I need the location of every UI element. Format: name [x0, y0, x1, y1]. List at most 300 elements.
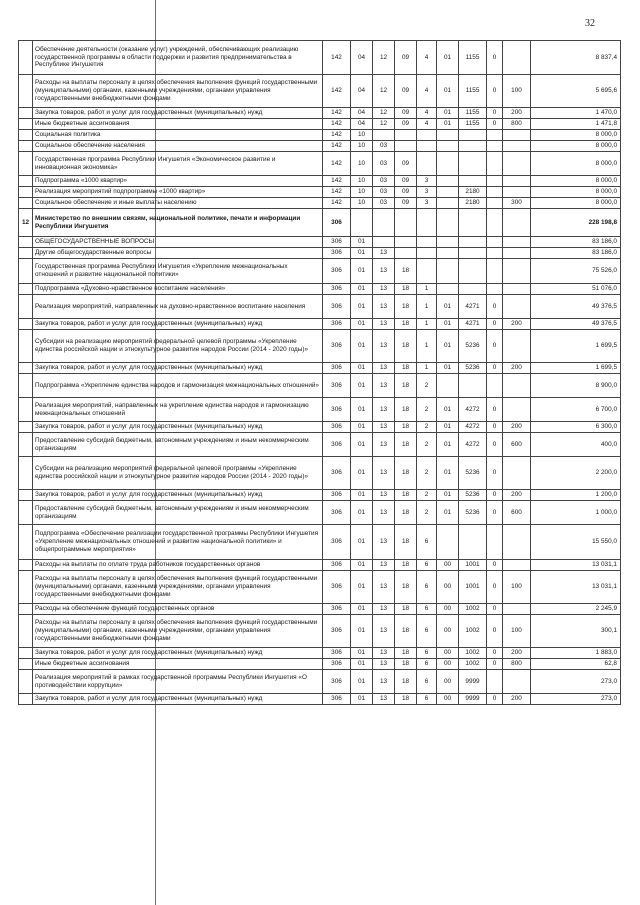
row-number [19, 571, 33, 604]
row-number [19, 457, 33, 490]
budget-rows [19, 41, 621, 705]
code-subprogram [417, 259, 437, 284]
code-subsection: 13 [373, 560, 395, 571]
amount: 5 695,6 [531, 75, 621, 108]
code-expense-type: 600 [503, 501, 531, 525]
row-number [19, 433, 33, 457]
code-expense-type: 200 [503, 648, 531, 659]
item-name: Субсидии на реализацию мероприятий федеральной целевой программы «Укрепление единства российской нации и этнокультурное развитие народов России (2014 - 2020 годы)» [33, 457, 323, 490]
code-expense-type: 200 [503, 694, 531, 705]
amount: 8 900,0 [531, 374, 621, 398]
code-section: 01 [351, 648, 373, 659]
code-section: 10 [351, 187, 373, 198]
code-event: 01 [437, 119, 459, 130]
code-extra: 0 [487, 422, 503, 433]
code-ministry: 306 [323, 248, 351, 259]
code-direction: 1002 [459, 604, 487, 615]
table-row [19, 141, 621, 152]
table-row [19, 187, 621, 198]
code-subprogram: 4 [417, 75, 437, 108]
code-subsection: 13 [373, 694, 395, 705]
row-number [19, 75, 33, 108]
code-subsection: 03 [373, 141, 395, 152]
code-event: 01 [437, 501, 459, 525]
code-extra: 0 [487, 363, 503, 374]
code-ministry: 306 [323, 648, 351, 659]
code-subprogram: 6 [417, 648, 437, 659]
item-name: Другие общегосударственные вопросы [33, 248, 323, 259]
code-subsection: 13 [373, 295, 395, 319]
code-expense-type [503, 525, 531, 560]
code-direction [459, 209, 487, 237]
code-subsection: 13 [373, 525, 395, 560]
code-program: 09 [395, 119, 417, 130]
amount: 6 300,0 [531, 422, 621, 433]
code-expense-type [503, 176, 531, 187]
code-section: 04 [351, 41, 373, 75]
code-expense-type: 300 [503, 198, 531, 209]
code-subsection: 13 [373, 604, 395, 615]
item-name: Обеспечение деятельности (оказание услуг) учреждений, обеспечивающих реализацию государственной программы в области поддержки и развития предпринимательства в Республике Ингушетия [33, 41, 323, 75]
code-ministry: 306 [323, 363, 351, 374]
code-event: 01 [437, 398, 459, 422]
code-subprogram: 2 [417, 433, 437, 457]
code-subsection: 13 [373, 259, 395, 284]
code-section: 10 [351, 130, 373, 141]
code-event: 01 [437, 75, 459, 108]
item-name: Закупка товаров, работ и услуг для государственных (муниципальных) нужд [33, 363, 323, 374]
item-name: Закупка товаров, работ и услуг для государственных (муниципальных) нужд [33, 648, 323, 659]
row-number [19, 670, 33, 694]
item-name: Подпрограмма «1000 квартир» [33, 176, 323, 187]
amount: 49 376,5 [531, 295, 621, 319]
code-event: 01 [437, 422, 459, 433]
table-row [19, 108, 621, 119]
code-ministry: 306 [323, 604, 351, 615]
code-program [395, 209, 417, 237]
code-subprogram: 3 [417, 176, 437, 187]
code-subsection: 12 [373, 108, 395, 119]
code-extra [487, 176, 503, 187]
code-expense-type [503, 398, 531, 422]
code-program: 18 [395, 604, 417, 615]
code-section: 01 [351, 295, 373, 319]
amount: 75 526,0 [531, 259, 621, 284]
code-program: 09 [395, 198, 417, 209]
code-program: 18 [395, 560, 417, 571]
code-subprogram: 4 [417, 108, 437, 119]
code-subprogram: 6 [417, 560, 437, 571]
row-number [19, 648, 33, 659]
code-extra [487, 209, 503, 237]
code-ministry: 306 [323, 209, 351, 237]
row-number [19, 490, 33, 501]
budget-table [18, 40, 621, 705]
code-event [437, 284, 459, 295]
code-subsection: 13 [373, 330, 395, 363]
code-subsection: 13 [373, 490, 395, 501]
code-section: 04 [351, 75, 373, 108]
row-number [19, 248, 33, 259]
amount: 1 883,0 [531, 648, 621, 659]
amount: 1 699,5 [531, 363, 621, 374]
code-expense-type [503, 284, 531, 295]
table-row [19, 422, 621, 433]
amount: 1 200,0 [531, 490, 621, 501]
code-program: 18 [395, 648, 417, 659]
table-row [19, 501, 621, 525]
code-extra [487, 152, 503, 176]
amount: 1 470,0 [531, 108, 621, 119]
code-program [395, 130, 417, 141]
code-subprogram: 2 [417, 457, 437, 490]
item-name: Социальное обеспечение и иные выплаты населению [33, 198, 323, 209]
code-subsection [373, 130, 395, 141]
code-direction: 4272 [459, 398, 487, 422]
code-program: 18 [395, 319, 417, 330]
code-event [437, 237, 459, 248]
code-section: 01 [351, 248, 373, 259]
row-number [19, 108, 33, 119]
table-row [19, 198, 621, 209]
code-subprogram: 6 [417, 615, 437, 648]
code-subsection: 13 [373, 422, 395, 433]
row-number [19, 694, 33, 705]
table-row [19, 130, 621, 141]
code-program: 09 [395, 152, 417, 176]
code-expense-type [503, 670, 531, 694]
amount: 8 000,0 [531, 176, 621, 187]
code-ministry: 306 [323, 319, 351, 330]
row-number [19, 659, 33, 670]
code-subprogram: 2 [417, 490, 437, 501]
table-row [19, 259, 621, 284]
code-expense-type: 800 [503, 119, 531, 130]
code-direction [459, 284, 487, 295]
table-row [19, 209, 621, 237]
code-direction: 1002 [459, 615, 487, 648]
table-row [19, 490, 621, 501]
table-row [19, 604, 621, 615]
item-name: Закупка товаров, работ и услуг для государственных (муниципальных) нужд [33, 422, 323, 433]
code-expense-type: 200 [503, 319, 531, 330]
code-expense-type: 600 [503, 433, 531, 457]
code-ministry: 306 [323, 374, 351, 398]
code-ministry: 306 [323, 237, 351, 248]
code-ministry: 306 [323, 525, 351, 560]
row-number [19, 615, 33, 648]
code-expense-type: 100 [503, 75, 531, 108]
code-subsection: 13 [373, 457, 395, 490]
code-subsection: 13 [373, 374, 395, 398]
code-extra: 0 [487, 648, 503, 659]
code-expense-type: 200 [503, 422, 531, 433]
item-name: Государственная программа Республики Ингушетия «Экономическое развитие и инновационная экономика» [33, 152, 323, 176]
code-section: 01 [351, 525, 373, 560]
code-direction: 1001 [459, 571, 487, 604]
item-name: Подпрограмма «Укрепление единства народов и гармонизация межнациональных отношений» [33, 374, 323, 398]
code-section: 01 [351, 560, 373, 571]
code-extra [487, 187, 503, 198]
code-subsection: 13 [373, 501, 395, 525]
code-extra [487, 525, 503, 560]
code-ministry: 142 [323, 152, 351, 176]
amount: 273,0 [531, 694, 621, 705]
code-expense-type [503, 295, 531, 319]
code-subprogram: 2 [417, 398, 437, 422]
code-direction [459, 141, 487, 152]
code-section: 01 [351, 615, 373, 648]
code-extra: 0 [487, 457, 503, 490]
code-program: 18 [395, 457, 417, 490]
code-event: 00 [437, 560, 459, 571]
item-name: Подпрограмма «Духовно-нравственное воспитание населения» [33, 284, 323, 295]
amount: 1 471,8 [531, 119, 621, 130]
code-subprogram: 6 [417, 694, 437, 705]
item-name: Иные бюджетные ассигнования [33, 119, 323, 130]
code-extra: 0 [487, 119, 503, 130]
item-name: Реализация мероприятий в рамках государственной программы Республики Ингушетия «О противодействии коррупции» [33, 670, 323, 694]
code-event: 00 [437, 694, 459, 705]
code-section: 01 [351, 330, 373, 363]
row-number [19, 152, 33, 176]
code-event [437, 130, 459, 141]
code-extra: 0 [487, 571, 503, 604]
item-name: Расходы на выплаты персоналу в целях обеспечения выполнения функций государственными (муниципальными) органами, казенными учреждениями, органами управления государственными внебюджетными фондами [33, 615, 323, 648]
code-section: 01 [351, 319, 373, 330]
code-section: 10 [351, 176, 373, 187]
table-row [19, 525, 621, 560]
code-subsection: 12 [373, 75, 395, 108]
code-subsection [373, 237, 395, 248]
amount: 300,1 [531, 615, 621, 648]
code-ministry: 306 [323, 422, 351, 433]
table-row [19, 648, 621, 659]
row-number [19, 422, 33, 433]
code-direction: 1002 [459, 648, 487, 659]
table-row [19, 571, 621, 604]
code-event [437, 259, 459, 284]
amount: 8 000,0 [531, 152, 621, 176]
code-event [437, 187, 459, 198]
amount: 8 837,4 [531, 41, 621, 75]
item-name: Расходы на выплаты персоналу в целях обеспечения выполнения функций государственными (муниципальными) органами, казенными учреждениями, органами управления государственными внебюджетными фондами [33, 571, 323, 604]
code-event: 01 [437, 330, 459, 363]
table-row [19, 457, 621, 490]
item-name: Реализация мероприятий, направленных на духовно-нравственное воспитание населения [33, 295, 323, 319]
code-direction: 9999 [459, 694, 487, 705]
code-direction: 4271 [459, 319, 487, 330]
code-direction: 5236 [459, 501, 487, 525]
row-number [19, 130, 33, 141]
amount: 51 076,0 [531, 284, 621, 295]
code-section: 01 [351, 259, 373, 284]
item-name: Социальное обеспечение населения [33, 141, 323, 152]
item-name: Расходы на выплаты персоналу в целях обеспечения выполнения функций государственными (муниципальными) органами, казенными учреждениями, органами управления государственными внебюджетными фондами [33, 75, 323, 108]
code-expense-type [503, 209, 531, 237]
code-direction: 1155 [459, 41, 487, 75]
code-section: 01 [351, 694, 373, 705]
page-number: 32 [585, 18, 595, 29]
code-extra: 0 [487, 108, 503, 119]
code-direction: 5236 [459, 457, 487, 490]
item-name: Закупка товаров, работ и услуг для государственных (муниципальных) нужд [33, 694, 323, 705]
code-program [395, 141, 417, 152]
amount: 8 000,0 [531, 141, 621, 152]
code-subprogram [417, 141, 437, 152]
code-subprogram: 2 [417, 422, 437, 433]
code-program: 18 [395, 284, 417, 295]
amount: 1 699,5 [531, 330, 621, 363]
code-ministry: 306 [323, 284, 351, 295]
code-ministry: 306 [323, 501, 351, 525]
code-extra: 0 [487, 41, 503, 75]
code-direction: 4272 [459, 422, 487, 433]
code-ministry: 306 [323, 659, 351, 670]
code-subprogram: 6 [417, 659, 437, 670]
row-number [19, 41, 33, 75]
code-subprogram: 4 [417, 41, 437, 75]
code-program: 09 [395, 187, 417, 198]
code-subprogram [417, 152, 437, 176]
row-number [19, 295, 33, 319]
code-ministry: 142 [323, 119, 351, 130]
code-subprogram: 1 [417, 295, 437, 319]
code-expense-type: 100 [503, 615, 531, 648]
code-program [395, 237, 417, 248]
code-extra: 0 [487, 75, 503, 108]
code-ministry: 142 [323, 187, 351, 198]
row-number [19, 319, 33, 330]
code-section: 01 [351, 398, 373, 422]
code-direction: 9999 [459, 670, 487, 694]
code-extra: 0 [487, 490, 503, 501]
code-expense-type [503, 237, 531, 248]
code-section: 01 [351, 457, 373, 490]
code-subprogram: 6 [417, 604, 437, 615]
item-name: Реализация мероприятий, направленных на укрепление единства народов и гармонизацию межнациональных отношений [33, 398, 323, 422]
code-section: 04 [351, 108, 373, 119]
code-subsection: 13 [373, 433, 395, 457]
code-event: 00 [437, 604, 459, 615]
code-subsection [373, 209, 395, 237]
code-ministry: 306 [323, 670, 351, 694]
item-name: ОБЩЕГОСУДАРСТВЕННЫЕ ВОПРОСЫ [33, 237, 323, 248]
table-row [19, 295, 621, 319]
code-event [437, 176, 459, 187]
code-extra: 0 [487, 501, 503, 525]
row-number [19, 374, 33, 398]
code-section: 01 [351, 571, 373, 604]
code-extra [487, 237, 503, 248]
code-program: 18 [395, 670, 417, 694]
code-extra: 0 [487, 615, 503, 648]
table-row [19, 659, 621, 670]
table-row [19, 41, 621, 75]
code-extra [487, 248, 503, 259]
item-name: Иные бюджетные ассигнования [33, 659, 323, 670]
code-subprogram: 1 [417, 284, 437, 295]
code-direction: 1001 [459, 560, 487, 571]
amount: 13 031,1 [531, 571, 621, 604]
code-event: 01 [437, 295, 459, 319]
code-subprogram: 2 [417, 374, 437, 398]
item-name: Подпрограмма «Обеспечение реализации государственной программы Республики Ингушетия «Укрепление межнациональных отношений и развитие национальной политики» и общепрограммные мероприятия» [33, 525, 323, 560]
code-expense-type [503, 41, 531, 75]
code-ministry: 142 [323, 198, 351, 209]
table-row [19, 237, 621, 248]
code-direction: 2180 [459, 198, 487, 209]
code-event [437, 209, 459, 237]
code-expense-type [503, 152, 531, 176]
amount: 8 000,0 [531, 198, 621, 209]
code-subsection: 13 [373, 648, 395, 659]
code-direction: 5236 [459, 363, 487, 374]
code-direction [459, 259, 487, 284]
table-row [19, 374, 621, 398]
row-number [19, 187, 33, 198]
code-event: 01 [437, 108, 459, 119]
code-direction: 5236 [459, 490, 487, 501]
code-subsection: 13 [373, 363, 395, 374]
item-name: Закупка товаров, работ и услуг для государственных (муниципальных) нужд [33, 108, 323, 119]
code-extra [487, 259, 503, 284]
table-row [19, 284, 621, 295]
code-subsection: 03 [373, 187, 395, 198]
code-subprogram: 6 [417, 571, 437, 604]
code-expense-type [503, 187, 531, 198]
code-event: 01 [437, 490, 459, 501]
code-subprogram [417, 248, 437, 259]
row-number [19, 363, 33, 374]
code-subprogram: 1 [417, 363, 437, 374]
code-extra: 0 [487, 604, 503, 615]
code-direction [459, 237, 487, 248]
code-event: 00 [437, 648, 459, 659]
code-subsection: 13 [373, 319, 395, 330]
row-number [19, 604, 33, 615]
table-row [19, 433, 621, 457]
amount: 15 550,0 [531, 525, 621, 560]
item-name: Расходы на выплаты по оплате труда работников государственных органов [33, 560, 323, 571]
code-subprogram: 3 [417, 187, 437, 198]
code-program: 18 [395, 259, 417, 284]
amount: 273,0 [531, 670, 621, 694]
code-event: 01 [437, 457, 459, 490]
code-section: 01 [351, 422, 373, 433]
code-extra: 0 [487, 659, 503, 670]
code-direction: 1155 [459, 75, 487, 108]
code-extra: 0 [487, 398, 503, 422]
code-subsection: 03 [373, 176, 395, 187]
row-number [19, 330, 33, 363]
code-direction [459, 176, 487, 187]
code-event [437, 374, 459, 398]
code-event: 01 [437, 433, 459, 457]
code-extra [487, 374, 503, 398]
table-row [19, 398, 621, 422]
row-number [19, 198, 33, 209]
table-row [19, 119, 621, 130]
item-name: Закупка товаров, работ и услуг для государственных (муниципальных) нужд [33, 490, 323, 501]
code-subprogram: 2 [417, 501, 437, 525]
code-section: 01 [351, 284, 373, 295]
code-section: 01 [351, 659, 373, 670]
row-number [19, 284, 33, 295]
amount: 62,8 [531, 659, 621, 670]
code-ministry: 142 [323, 130, 351, 141]
code-program: 18 [395, 374, 417, 398]
